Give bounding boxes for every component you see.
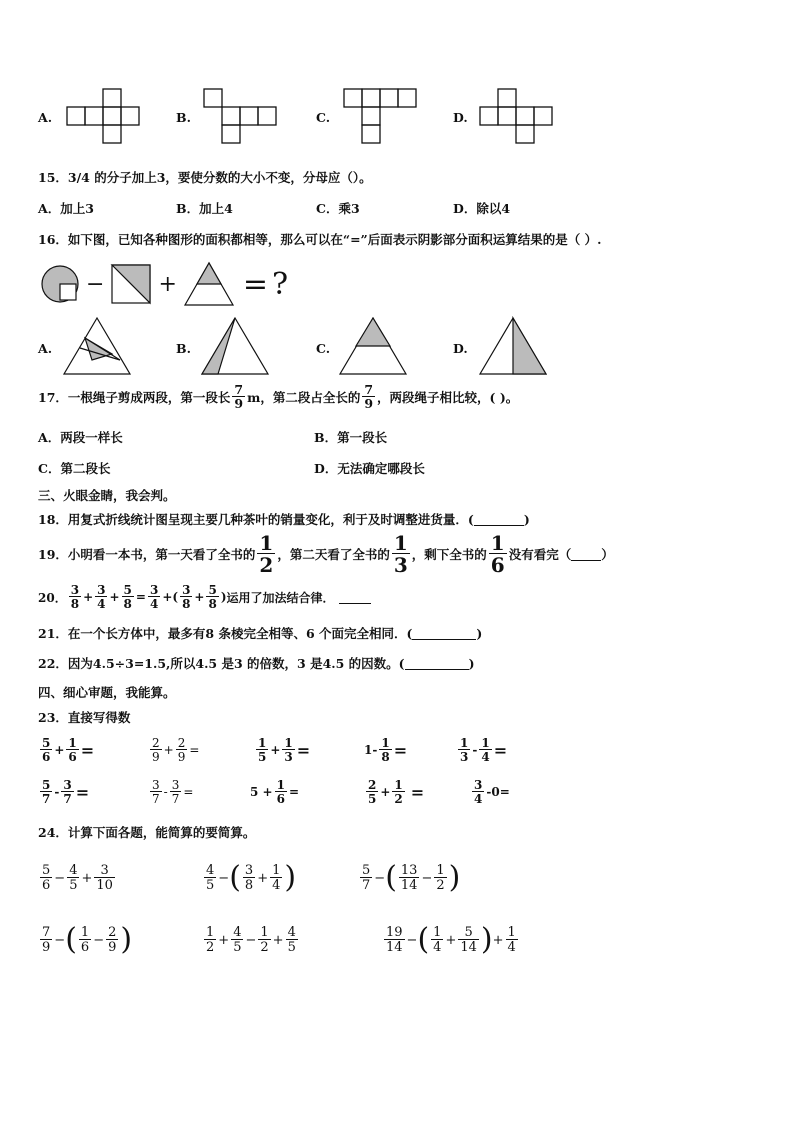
q23-item-5: $\frac{1}{3}$ - $\frac{1}{4}$ =	[460, 736, 508, 764]
q24-expr-4: $\frac{7}{9}$ − ( $\frac{1}{6}$ − $\frac{2}{9}$ )	[42, 922, 133, 957]
q20: 20． $\frac{3}{8}$ + $\frac{3}{4}$ + $\frac{5}{8}$ = $\frac{3}{4}$ +( $\frac{3}{8}$ + $\frac{5}{8}$ ) 运用了加法结合律．	[38, 580, 371, 614]
section-3-heading: 三、火眼金睛，我会判。	[38, 488, 176, 503]
q14-option-a-label: A.	[38, 110, 53, 125]
q19-fraction-3: $\frac{1}{6}$	[490, 531, 505, 577]
q18-answer-blank[interactable]	[474, 513, 524, 526]
q23-item-9: $\frac{2}{5}$ + $\frac{1}{2}$ =	[368, 778, 425, 806]
q14-option-d-label: D.	[453, 110, 468, 125]
q17-fraction-1: $\frac{7}{9}$	[234, 381, 244, 411]
q20-frac-a: $\frac{3}{8}$	[70, 583, 80, 611]
q17-option-b: B．第一段长	[314, 430, 388, 445]
q20-frac-b: $\frac{3}{4}$	[97, 583, 106, 611]
q22-end: )	[468, 655, 475, 671]
q22	[38, 654, 475, 672]
q19-mid1: ，第二天看了全书的	[277, 547, 390, 562]
q18-end: )	[523, 511, 530, 527]
q23-item-4: 1- $\frac{1}{8}$ =	[364, 736, 408, 764]
q17-option-d: D．无法确定哪段长	[314, 461, 425, 476]
q17-mid: m，第二段占全长的	[247, 390, 361, 405]
q24-expr-3: $\frac{5}{7}$ − ( $\frac{13}{14}$ − $\frac{1}{2}$ )	[362, 860, 461, 895]
q14-net-b	[202, 88, 282, 146]
q17-option-c: C．第二段长	[38, 461, 111, 476]
q16-triangle-b	[200, 316, 270, 376]
q14-option-b-label: B.	[176, 110, 191, 125]
q15-option-a: A．加上3	[38, 201, 94, 216]
q20-frac-e: $\frac{3}{8}$	[182, 583, 191, 611]
q20-frac-c: $\frac{5}{8}$	[123, 583, 132, 611]
q23-item-6: $\frac{5}{7}$ - $\frac{3}{7}$ =	[42, 778, 90, 806]
q16-equation	[40, 258, 288, 310]
q21-answer-blank[interactable]	[412, 627, 476, 640]
q19-mid2: ，剩下全书的	[411, 547, 487, 562]
q21	[38, 624, 482, 642]
q19-suffix: 没有看完（	[508, 547, 572, 562]
q20-text: 运用了加法结合律．	[226, 590, 335, 605]
q23-item-1: $\frac{5}{6}$ + $\frac{1}{6}$ =	[42, 736, 95, 764]
q16-minus: −	[86, 271, 105, 297]
q17-option-a: A．两段一样长	[38, 430, 123, 445]
q23-item-8: 5 + $\frac{1}{6}$ =	[250, 778, 300, 806]
q23-title: 23．直接写得数	[38, 710, 131, 725]
q19-end: ）	[601, 547, 614, 562]
q22-text: 22．因为4.5÷3=1.5,所以4.5 是3 的倍数，3 是4.5 的因数。(	[38, 656, 405, 671]
q15-option-c: C．乘3	[316, 201, 360, 216]
q23-item-10: $\frac{3}{4}$ -0=	[474, 778, 510, 806]
q16-triangle-c	[338, 316, 408, 376]
circle-shape-icon	[40, 264, 80, 304]
q24-expr-5: $\frac{1}{2}$ + $\frac{4}{5}$ − $\frac{1}{2}$ + $\frac{4}{5}$	[206, 925, 296, 955]
q16-option-b-label: B.	[176, 341, 191, 356]
q14-option-c-label: C.	[316, 110, 331, 125]
q24-expr-1: $\frac{5}{6}$ − $\frac{4}{5}$ + $\frac{3}{10}$	[42, 863, 113, 893]
q16-question: ?	[272, 266, 289, 302]
q16-option-d-label: D.	[453, 341, 468, 356]
q16-triangle-d	[478, 316, 548, 376]
q15-option-b: B．加上4	[176, 201, 233, 216]
q24-title: 24．计算下面各题，能简算的要简算。	[38, 825, 256, 840]
q17-stem	[38, 380, 518, 414]
q16-plus: +	[158, 271, 177, 297]
q14-net-a	[65, 88, 141, 146]
q18-text: 18．用复式折线统计图呈现主要几种茶叶的销量变化，利于及时调整进货量．(	[38, 512, 474, 527]
q19-fraction-2: $\frac{1}{3}$	[393, 531, 408, 577]
q24-expr-2: $\frac{4}{5}$ − ( $\frac{3}{8}$ + $\frac{1}{4}$ )	[206, 860, 297, 895]
q22-answer-blank[interactable]	[405, 657, 469, 670]
q24-expr-6: $\frac{19}{14}$ − ( $\frac{1}{4}$ + $\frac{5}{14}$ ) + $\frac{1}{4}$	[386, 922, 516, 957]
q21-text: 21．在一个长方体中，最多有8 条棱完全相等、6 个面完全相同．(	[38, 626, 413, 641]
q14-net-d	[478, 88, 558, 146]
q17-prefix: 17．一根绳子剪成两段，第一段长	[38, 390, 231, 405]
q16-option-c-label: C.	[316, 341, 331, 356]
q20-number: 20．	[38, 590, 67, 605]
q21-end: )	[476, 625, 483, 641]
q18	[38, 510, 530, 528]
q19	[38, 531, 614, 577]
q15-stem: 15．3/4 的分子加上3，要使分数的大小不变，分母应（）。	[38, 170, 372, 185]
square-shape-icon	[110, 263, 152, 305]
triangle-shape-icon	[183, 261, 235, 307]
q19-fraction-1: $\frac{1}{2}$	[259, 531, 274, 577]
q17-fraction-2: $\frac{7}{9}$	[364, 381, 374, 411]
q19-answer-blank[interactable]	[571, 548, 601, 561]
q20-frac-d: $\frac{3}{4}$	[149, 583, 159, 611]
q17-suffix: ，两段绳子相比较，( )。	[377, 390, 519, 405]
q14-net-c	[342, 88, 418, 148]
q23-item-3: $\frac{1}{5}$ + $\frac{1}{3}$ =	[258, 736, 311, 764]
q15-option-d: D．除以4	[453, 201, 511, 216]
q16-triangle-a	[62, 316, 132, 376]
q23-item-2: $\frac{2}{9}$ + $\frac{2}{9}$ =	[152, 736, 200, 764]
q20-answer-blank[interactable]	[339, 591, 371, 604]
section-4-heading: 四、细心审题，我能算。	[38, 685, 176, 700]
q19-prefix: 19．小明看一本书，第一天看了全书的	[38, 547, 256, 562]
q23-item-7: $\frac{3}{7}$ - $\frac{3}{7}$ =	[152, 778, 194, 806]
q16-stem: 16．如下图，已知各种图形的面积都相等，那么可以在“=”后面表示阴影部分面积运算结果的是（ ）.	[38, 232, 602, 247]
q20-frac-f: $\frac{5}{8}$	[208, 583, 217, 611]
q16-equals: =	[242, 266, 269, 302]
q16-option-a-label: A.	[38, 341, 53, 356]
